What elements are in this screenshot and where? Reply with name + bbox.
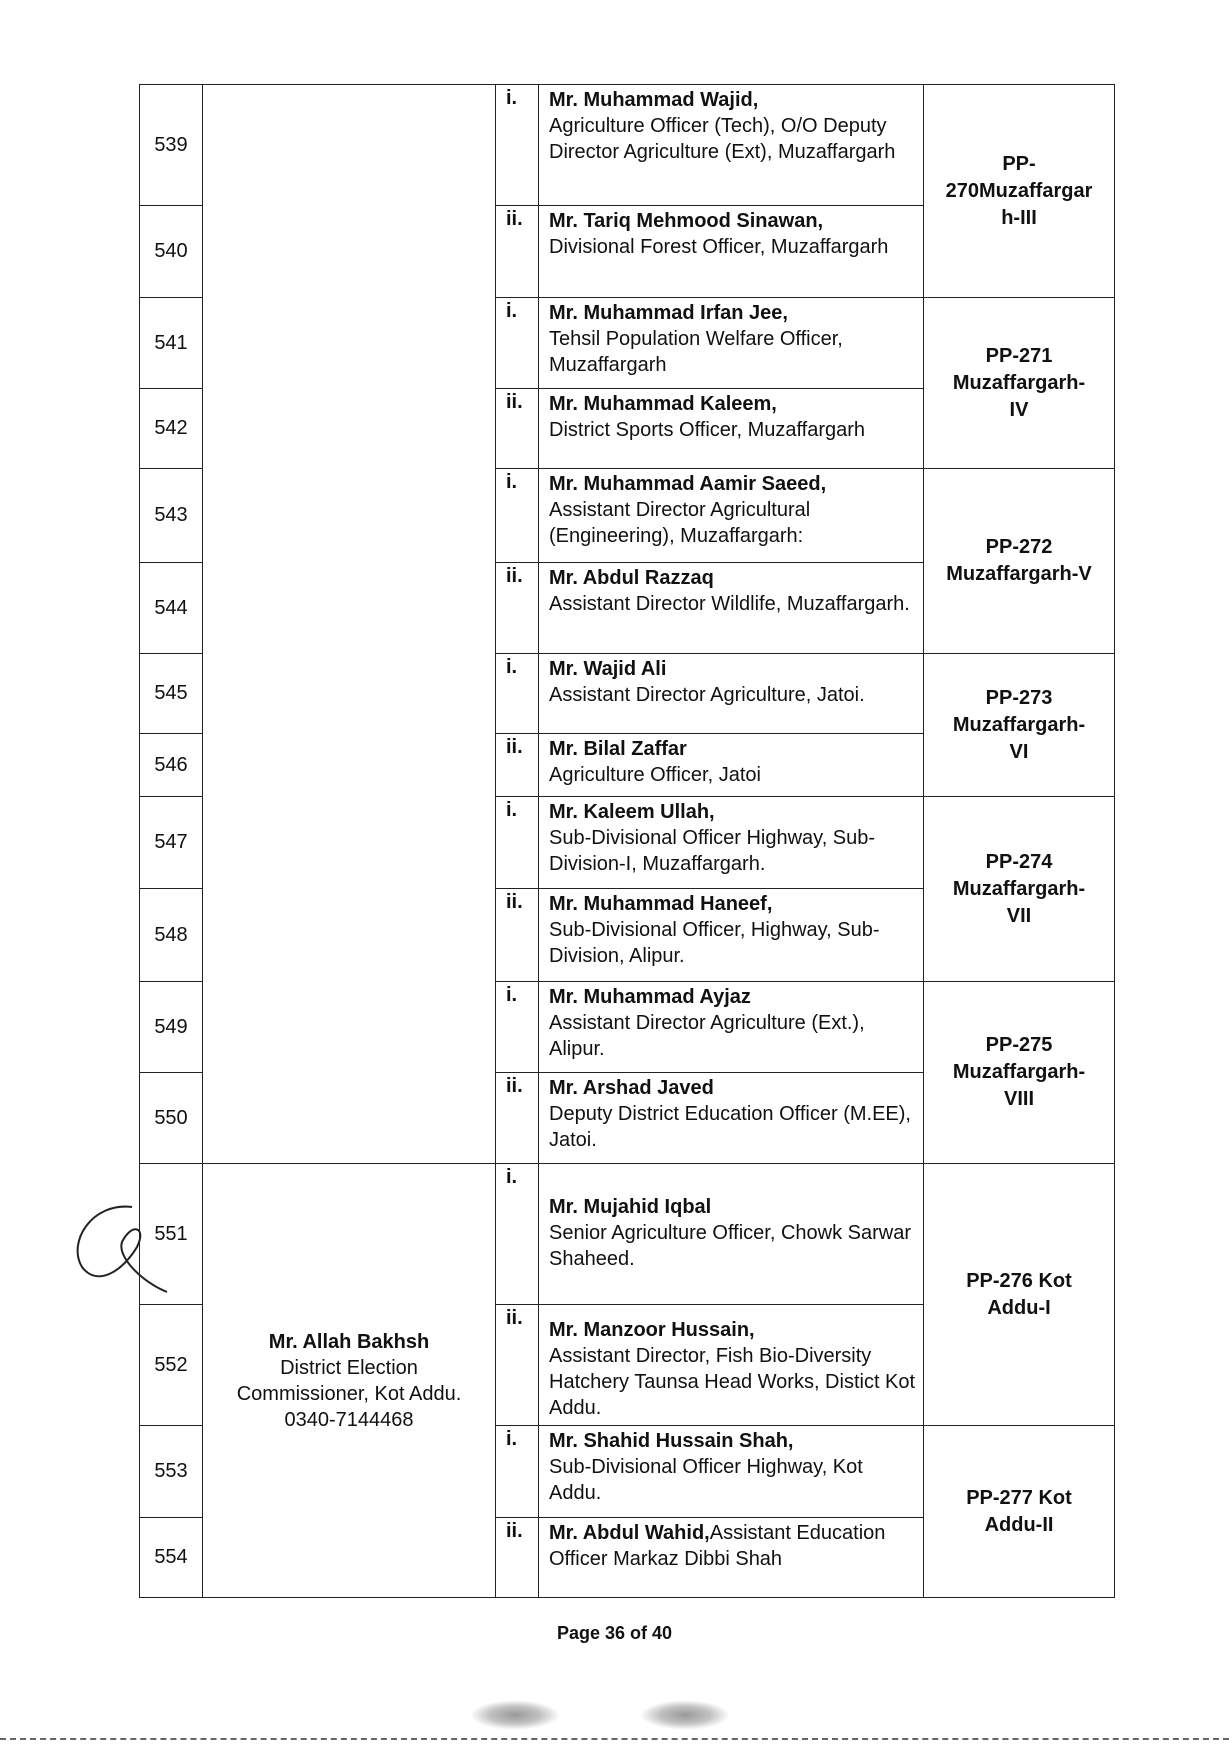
row-numeral: i. bbox=[496, 298, 539, 389]
serial-number: 544 bbox=[140, 563, 203, 654]
officer-cell bbox=[539, 298, 924, 389]
officer-name: Mr. Muhammad Aamir Saeed, bbox=[549, 473, 827, 495]
commissioner-name: Mr. Allah Bakhsh bbox=[268, 1330, 430, 1353]
commissioner-cell bbox=[203, 1164, 496, 1598]
table-row bbox=[140, 85, 1115, 206]
row-numeral: ii. bbox=[496, 1305, 539, 1426]
officer-designation: Assistant Director Agricultural (Engineering), Muzaffargarh: bbox=[549, 499, 811, 547]
officer-name: Mr. Muhammad Haneef, bbox=[549, 893, 773, 915]
officer-cell bbox=[539, 1426, 924, 1518]
serial-number: 543 bbox=[140, 469, 203, 563]
officer-designation: Assistant Director Agriculture (Ext.), Alipur. bbox=[549, 1012, 865, 1060]
constituency-cell: PP-272 Muzaffargarh-V bbox=[924, 469, 1115, 654]
commissioner-cell-blank bbox=[203, 85, 496, 1164]
officer-name: Mr. Muhammad Kaleem, bbox=[549, 393, 777, 415]
officer-designation: Tehsil Population Welfare Officer, Muzaffargarh bbox=[549, 328, 843, 376]
row-numeral: i. bbox=[496, 982, 539, 1073]
officer-designation: Agriculture Officer, Jatoi bbox=[549, 764, 761, 786]
row-numeral: ii. bbox=[496, 1518, 539, 1598]
serial-number: 553 bbox=[140, 1426, 203, 1518]
officer-name: Mr. Wajid Ali bbox=[549, 658, 667, 680]
row-numeral: ii. bbox=[496, 1073, 539, 1164]
row-numeral: ii. bbox=[496, 206, 539, 298]
constituency-cell: PP-273 Muzaffargarh- VI bbox=[924, 654, 1115, 797]
constituency-cell: PP-277 Kot Addu-II bbox=[924, 1426, 1115, 1598]
officer-designation: Sub-Divisional Officer, Highway, Sub-Division, Alipur. bbox=[549, 919, 880, 967]
officer-cell bbox=[539, 734, 924, 797]
serial-number: 540 bbox=[140, 206, 203, 298]
officer-name: Mr. Abdul Wahid, bbox=[549, 1522, 710, 1544]
serial-number: 545 bbox=[140, 654, 203, 734]
row-numeral: i. bbox=[496, 654, 539, 734]
bottom-edge-line bbox=[0, 1738, 1229, 1740]
officer-name: Mr. Arshad Javed bbox=[549, 1077, 714, 1099]
officer-cell bbox=[539, 563, 924, 654]
constituency-cell: PP-271 Muzaffargarh- IV bbox=[924, 298, 1115, 469]
commissioner-phone: 0340-7144468 bbox=[284, 1408, 414, 1431]
officer-cell bbox=[539, 982, 924, 1073]
officer-designation: Assistant Education Officer Markaz Dibbi Shah bbox=[549, 1522, 886, 1570]
officer-designation: District Sports Officer, Muzaffargarh bbox=[549, 419, 866, 441]
officer-name: Mr. Tariq Mehmood Sinawan, bbox=[549, 210, 824, 232]
officer-designation: Assistant Director Agriculture, Jatoi. bbox=[549, 684, 865, 706]
officer-name: Mr. Manzoor Hussain, bbox=[549, 1319, 755, 1341]
officer-name: Mr. Muhammad Irfan Jee, bbox=[549, 302, 788, 324]
officer-designation: Assistant Director Wildlife, Muzaffargarh. bbox=[549, 593, 910, 615]
serial-number: 552 bbox=[140, 1305, 203, 1426]
officer-cell bbox=[539, 654, 924, 734]
serial-number: 542 bbox=[140, 389, 203, 469]
officer-cell bbox=[539, 1164, 924, 1305]
serial-number: 551 bbox=[140, 1164, 203, 1305]
officer-designation: Assistant Director, Fish Bio-Diversity Hatchery Taunsa Head Works, Distict Kot Addu. bbox=[549, 1345, 916, 1419]
officer-name: Mr. Muhammad Wajid, bbox=[549, 89, 759, 111]
officer-name: Mr. Muhammad Ayjaz bbox=[549, 986, 751, 1008]
officer-designation: Sub-Divisional Officer Highway, Kot Addu. bbox=[549, 1456, 863, 1504]
officer-designation: Deputy District Education Officer (M.EE), Jatoi. bbox=[549, 1103, 911, 1151]
row-numeral: i. bbox=[496, 85, 539, 206]
row-numeral: ii. bbox=[496, 389, 539, 469]
row-numeral: i. bbox=[496, 1426, 539, 1518]
officer-name: Mr. Bilal Zaffar bbox=[549, 738, 687, 760]
stamp-mark-left bbox=[470, 1700, 560, 1730]
officer-name: Mr. Kaleem Ullah, bbox=[549, 801, 715, 823]
serial-number: 541 bbox=[140, 298, 203, 389]
officer-cell bbox=[539, 797, 924, 889]
officer-name: Mr. Abdul Razzaq bbox=[549, 567, 714, 589]
officer-name: Mr. Shahid Hussain Shah, bbox=[549, 1430, 794, 1452]
constituency-cell: PP-276 Kot Addu-I bbox=[924, 1164, 1115, 1426]
officer-cell bbox=[539, 889, 924, 982]
officer-cell bbox=[539, 469, 924, 563]
officer-cell bbox=[539, 206, 924, 298]
row-numeral: i. bbox=[496, 469, 539, 563]
officer-designation: Agriculture Officer (Tech), O/O Deputy Director Agriculture (Ext), Muzaffargarh bbox=[549, 115, 896, 163]
serial-number: 546 bbox=[140, 734, 203, 797]
officer-cell bbox=[539, 1518, 924, 1598]
page-number: Page 36 of 40 bbox=[556, 1623, 673, 1643]
officer-designation: Divisional Forest Officer, Muzaffargarh bbox=[549, 236, 889, 258]
officer-designation: Sub-Divisional Officer Highway, Sub-Division-I, Muzaffargarh. bbox=[549, 827, 876, 875]
commissioner-title-line1: District Election bbox=[280, 1356, 418, 1379]
commissioner-title-line2: Commissioner, Kot Addu. bbox=[236, 1382, 462, 1405]
serial-number: 550 bbox=[140, 1073, 203, 1164]
serial-number: 549 bbox=[140, 982, 203, 1073]
serial-number: 554 bbox=[140, 1518, 203, 1598]
table-row bbox=[140, 1164, 1115, 1305]
row-numeral: i. bbox=[496, 1164, 539, 1305]
row-numeral: ii. bbox=[496, 734, 539, 797]
constituency-cell: PP-275 Muzaffargarh- VIII bbox=[924, 982, 1115, 1164]
stamp-mark-right bbox=[640, 1700, 730, 1730]
row-numeral: ii. bbox=[496, 563, 539, 654]
officer-name: Mr. Mujahid Iqbal bbox=[549, 1196, 712, 1218]
officer-cell bbox=[539, 389, 924, 469]
officer-roster-table bbox=[139, 84, 1115, 1598]
serial-number: 548 bbox=[140, 889, 203, 982]
officer-cell bbox=[539, 85, 924, 206]
officer-designation: Senior Agriculture Officer, Chowk Sarwar Shaheed. bbox=[549, 1222, 912, 1270]
serial-number: 547 bbox=[140, 797, 203, 889]
serial-number: 539 bbox=[140, 85, 203, 206]
row-numeral: ii. bbox=[496, 889, 539, 982]
row-numeral: i. bbox=[496, 797, 539, 889]
officer-cell bbox=[539, 1073, 924, 1164]
officer-cell bbox=[539, 1305, 924, 1426]
constituency-cell: PP- 270Muzaffargar h-III bbox=[924, 85, 1115, 298]
constituency-cell: PP-274 Muzaffargarh- VII bbox=[924, 797, 1115, 982]
